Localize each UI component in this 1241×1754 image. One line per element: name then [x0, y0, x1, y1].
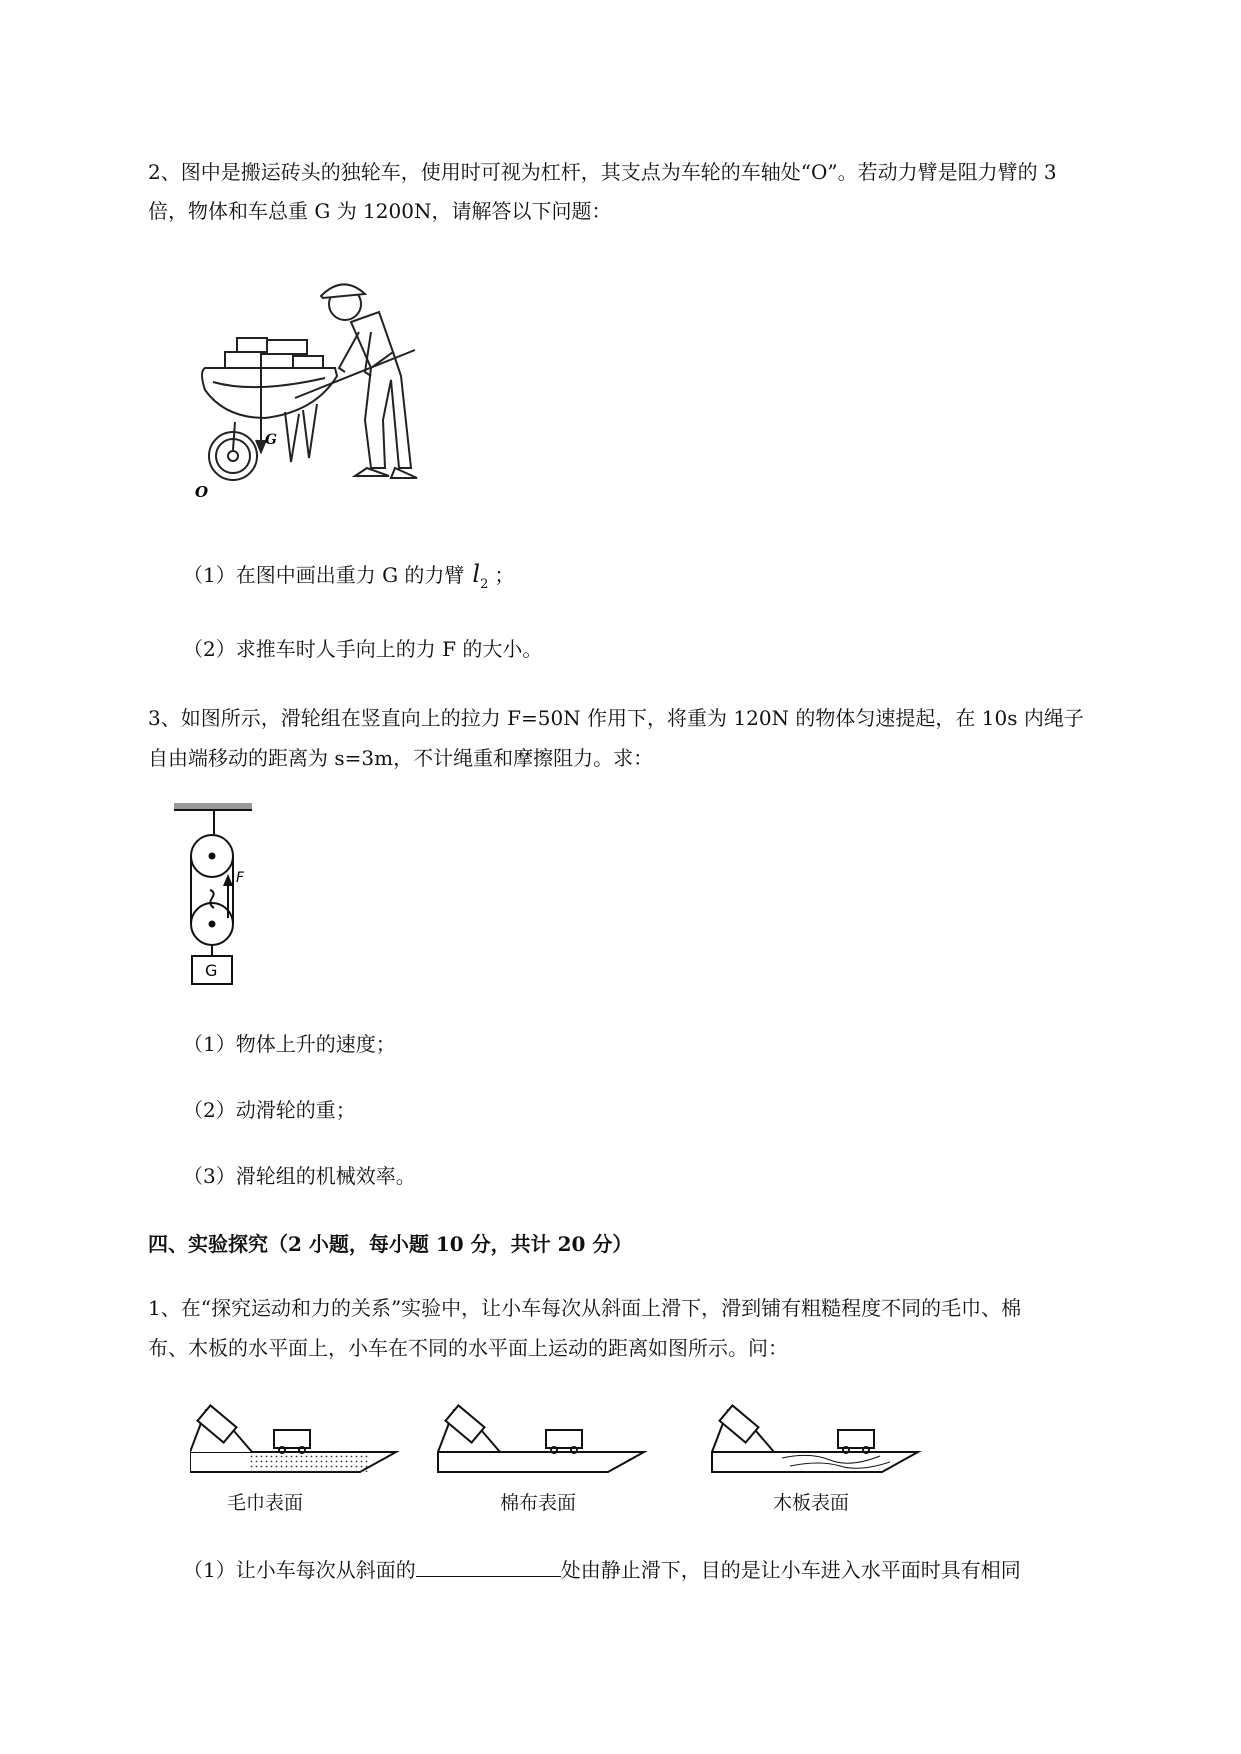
- q2-sub1: [183, 556, 514, 603]
- exp1-text-line1: 1、在“探究运动和力的关系”实验中，让小车每次从斜面上滑下，滑到铺有粗糙程度不同的毛巾、棉: [148, 1296, 1022, 1320]
- exp1-sub1-after: 处由静止滑下，目的是让小车进入水平面时具有相同: [560, 1558, 1021, 1582]
- q2-sub1-tail: ；: [494, 563, 515, 587]
- q3-sub2: （2）动滑轮的重；: [183, 1098, 356, 1122]
- surface-label-towel: 毛巾表面: [227, 1492, 304, 1514]
- surface-label-wood: 木板表面: [773, 1492, 850, 1514]
- q2-sub2: （2）求推车时人手向上的力 F 的大小。: [183, 637, 543, 661]
- q3-sub1: （1）物体上升的速度；: [183, 1032, 396, 1056]
- wheelbarrow-figure: [195, 272, 435, 504]
- lever-arm-symbol: $l_2$: [472, 560, 489, 592]
- answer-blank[interactable]: [416, 1554, 561, 1577]
- label-f: F: [236, 870, 245, 886]
- label-weight-g: G: [205, 961, 218, 980]
- q2-sub1-text: （1）在图中画出重力 G 的力臂: [183, 563, 465, 587]
- q2-text-line1: 2、图中是搬运砖头的独轮车，使用时可视为杠杆，其支点为车轮的车轴处“O”。若动力臂是阻力臂的 3: [148, 160, 1057, 184]
- exp1-sub1: [183, 1552, 1021, 1588]
- q3-text-line2: 自由端移动的距离为 s=3m，不计绳重和摩擦阻力。求：: [148, 746, 654, 770]
- surface-label-cotton: 棉布表面: [500, 1492, 577, 1514]
- label-g: G: [265, 432, 277, 448]
- exp1-sub1-before: （1）让小车每次从斜面的: [183, 1558, 416, 1582]
- label-o: O: [195, 483, 209, 501]
- surfaces-figure: [190, 1400, 940, 1480]
- pulley-figure: [170, 800, 270, 986]
- q3-sub3: （3）滑轮组的机械效率。: [183, 1164, 416, 1188]
- section4-heading: 四、实验探究（2 小题，每小题 10 分，共计 20 分）: [148, 1232, 633, 1256]
- exp1-text-line2: 布、木板的水平面上，小车在不同的水平面上运动的距离如图所示。问：: [148, 1336, 788, 1360]
- q3-text-line1: 3、如图所示，滑轮组在竖直向上的拉力 F=50N 作用下，将重为 120N 的物体匀速提起，在 10s 内绳子: [148, 706, 1084, 730]
- q2-text-line2: 倍，物体和车总重 G 为 1200N，请解答以下问题：: [148, 199, 612, 223]
